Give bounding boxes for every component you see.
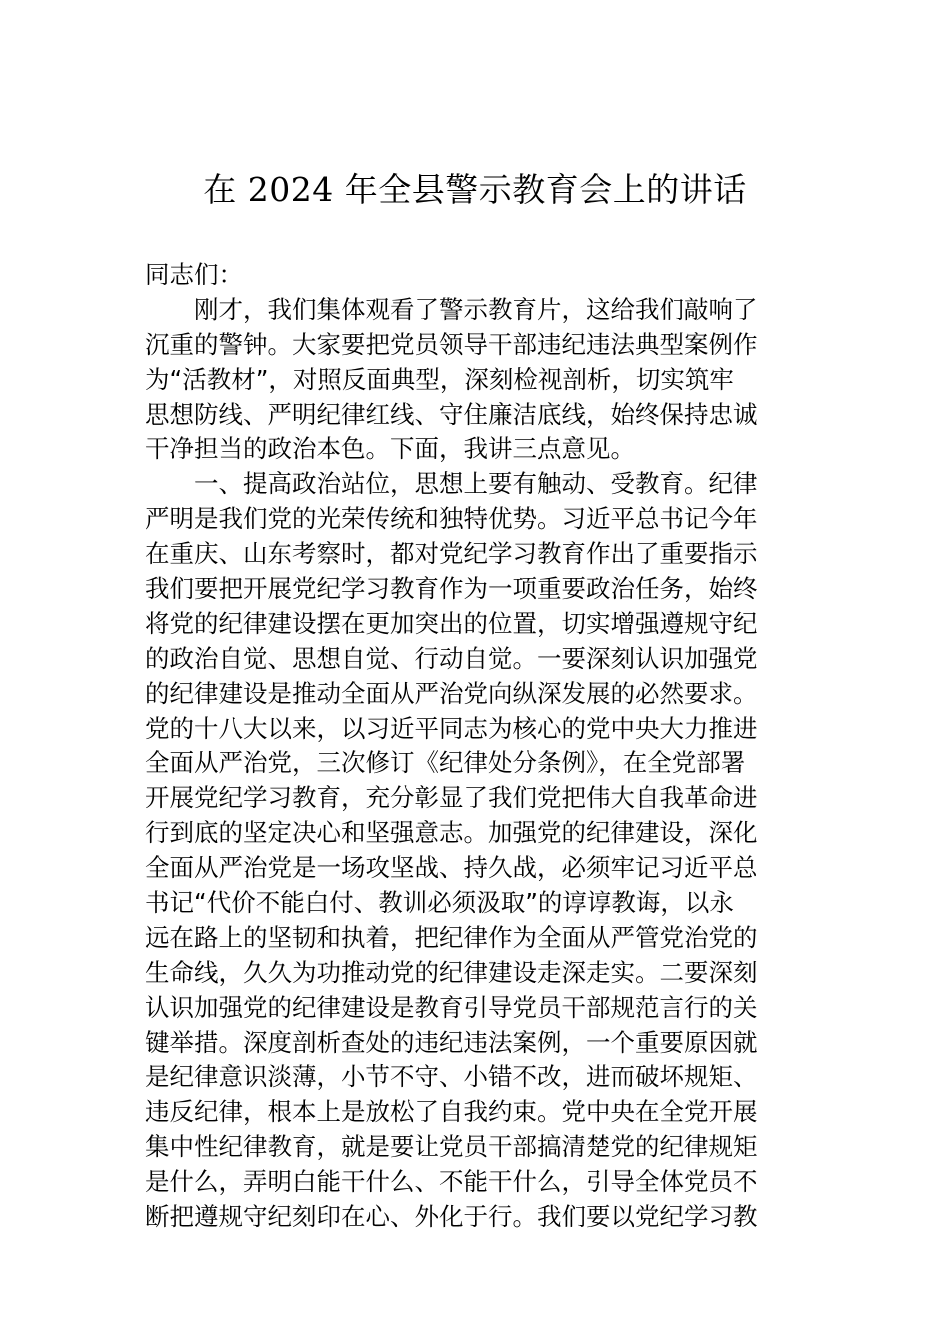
- paragraph-line: 全面从严治党，三次修订《纪律处分条例》，在全党部署: [145, 748, 746, 778]
- paragraph-line: 违反纪律，根本上是放松了自我约束。党中央在全党开展: [145, 1097, 758, 1127]
- paragraph-line: 的纪律建设是推动全面从严治党向纵深发展的必然要求。: [145, 678, 758, 708]
- paragraph-line: 刚才，我们集体观看了警示教育片，这给我们敲响了: [194, 294, 758, 324]
- paragraph-line: 思想防线、严明纪律红线、守住廉洁底线，始终保持忠诚: [145, 399, 758, 429]
- paragraph-line: 断把遵规守纪刻印在心、外化于行。我们要以党纪学习教: [145, 1202, 758, 1232]
- paragraph-line: 行到底的坚定决心和坚强意志。加强党的纪律建设，深化: [145, 818, 758, 848]
- paragraph-line: 开展党纪学习教育，充分彰显了我们党把伟大自我革命进: [145, 783, 758, 813]
- paragraph-line: 键举措。深度剖析查处的违纪违法案例，一个重要原因就: [145, 1027, 758, 1057]
- paragraph-line: 党的十八大以来，以习近平同志为核心的党中央大力推进: [145, 713, 758, 743]
- paragraph-line: 的政治自觉、思想自觉、行动自觉。一要深刻认识加强党: [145, 643, 758, 673]
- paragraph-line: 远在路上的坚韧和执着，把纪律作为全面从严管党治党的: [145, 922, 758, 952]
- paragraph-line: 一、提高政治站位，思想上要有触动、受教育。纪律: [194, 469, 758, 499]
- paragraph-line: 为“活教材”，对照反面典型，深刻检视剖析，切实筑牢: [145, 364, 734, 394]
- paragraph-line: 是什么，弄明白能干什么、不能干什么，引导全体党员不: [145, 1167, 758, 1197]
- paragraph-line: 沉重的警钟。大家要把党员领导干部违纪违法典型案例作: [145, 329, 758, 359]
- document-body: [145, 258, 810, 1235]
- paragraph-line: 集中性纪律教育，就是要让党员干部搞清楚党的纪律规矩: [145, 1132, 758, 1162]
- paragraph-line: 是纪律意识淡薄，小节不守、小错不改，进而破坏规矩、: [145, 1062, 758, 1092]
- paragraph-line: 认识加强党的纪律建设是教育引导党员干部规范言行的关: [145, 992, 758, 1022]
- paragraph-line: 在重庆、山东考察时，都对党纪学习教育作出了重要指示: [145, 539, 758, 569]
- paragraph-line: 严明是我们党的光荣传统和独特优势。习近平总书记今年: [145, 504, 758, 534]
- paragraph-line: 书记“代价不能白付、教训必须汲取”的谆谆教诲，以永: [145, 888, 734, 918]
- paragraph-line: 我们要把开展党纪学习教育作为一项重要政治任务，始终: [145, 574, 758, 604]
- paragraph-line: 将党的纪律建设摆在更加突出的位置，切实增强遵规守纪: [145, 608, 758, 638]
- paragraph-line: 生命线，久久为功推动党的纪律建设走深走实。二要深刻: [145, 957, 758, 987]
- salutation-line: 同志们：: [145, 260, 243, 289]
- document-title: 在 2024 年全县警示教育会上的讲话: [203, 170, 747, 209]
- paragraph-line: 全面从严治党是一场攻坚战、持久战，必须牢记习近平总: [145, 853, 758, 883]
- paragraph-line: 干净担当的政治本色。下面，我讲三点意见。: [145, 434, 635, 464]
